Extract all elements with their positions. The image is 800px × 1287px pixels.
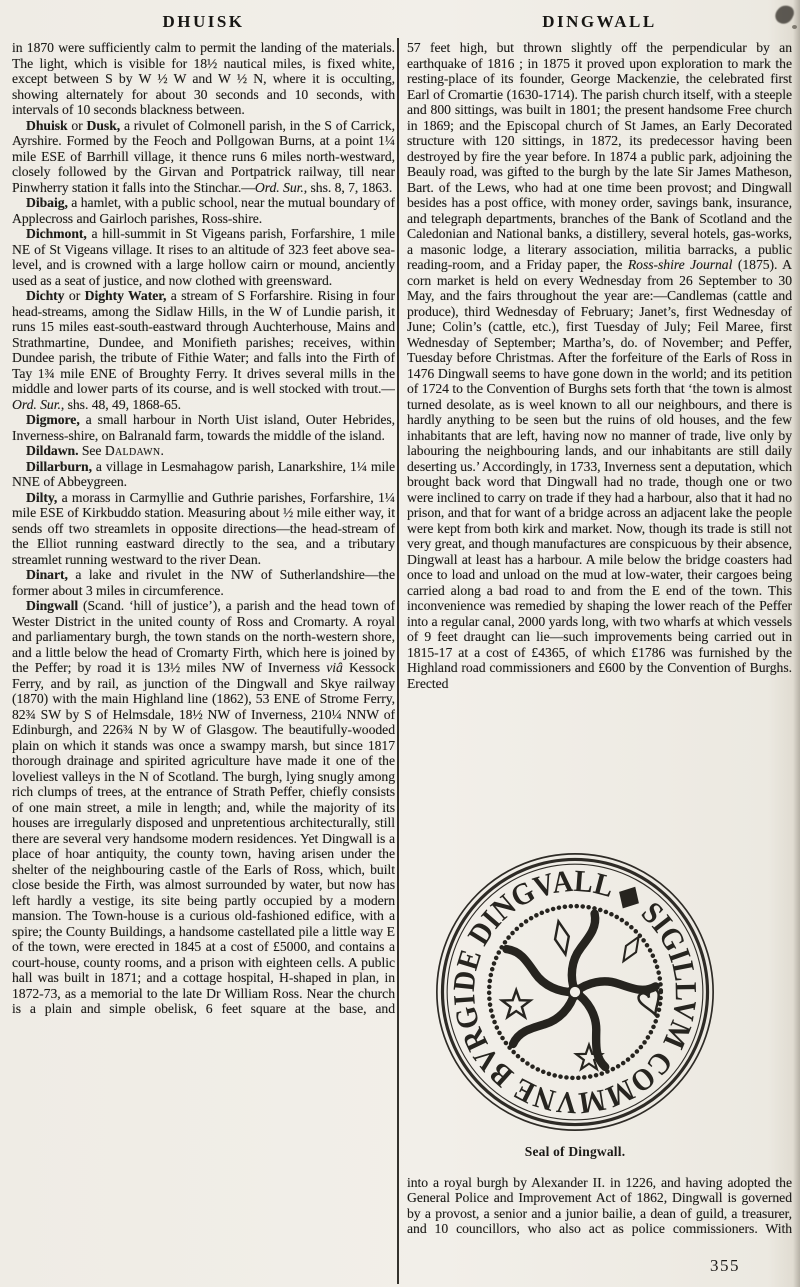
body-text: a rivulet of Colmonell parish, in the S of Carrick, Ayrshire. Formed by the Feoch and Pollgowan Burns, at a point 1¼ mile ESE of Barrhill village, it thence runs 6 miles north-westward, closely followed by the Girvan and Portpatrick railway, till near Pinwherry station it falls into the Stinchar.—	[12, 117, 395, 195]
body-text: a lake and rivulet in the NW of Sutherlandshire—the former about 3 miles in circumference.	[12, 567, 395, 598]
body-text: Kessock Ferry, and by rail, as junction of the Dingwall and Skye railway (1870) with the main Highland line (1862), 53 ENE of Strome Ferry, 82¾ SW by S of Helmsdale, 18½ NW of Inverness, 210¼ NNW of Edinburgh, and 226¾ N by W of Glasgow. The beautifully-wooded plain on which it stands was once a swampy marsh, but since 1817 thorough drainage and spirited agriculture have made it one of the loveliest valleys in the N of Scotland. The burgh, lying snugly among rich clumps of trees, at the entrance of Strath Peffer, chiefly consists of one main street, a mile in length; and, while the majority of its houses are irregularly disposed and unpretentious architecturally, still there are several very handsome modern residences. Yet Dingwall is a place of hoar antiquity, the county town, having arisen under the shelter of the neighbouring castle of the Earls of Ross, which, built close beside the Firth, was almost surrounded by water, but now has left hardly a vestige, its site being partly occupied by a modern mansion. The Town-house is a curious old-fashioned edifice, with a spire; the County Buildings, a handsome castellated pile a little way E of the town, were erected in 1845 at a cost of £5000, and contains a court-house, county rooms, and a prison with eighteen cells. A public hall was built in 1871; and a cottage hospital, H-shaped in plan, in 1872-73, as a memorial to the late Dr William Ross. Near the church is a plain and simple obelisk, 6 feet square at the base, and	[12, 660, 395, 1016]
seal-legend: DE DINGVALL ◆ SIGILLVM COMMVNE BVRGI	[446, 863, 703, 1121]
body-text: (Scand. ‘hill of justice’), a parish and the head town of Wester District in the united county of Ross and Cromarty. A royal and parliamentary burgh, the town stands on the north-western shore, and a little below the head of Cromarty Firth, which here is joined by the Peffer; by road it is 13½ miles NW of Inverness	[12, 598, 395, 675]
entry-name: Dhuisk	[26, 117, 68, 133]
body-text: , shs. 8, 7, 1863.	[303, 179, 393, 195]
entry-name: Dibaig,	[26, 195, 68, 210]
entry-paragraph	[12, 459, 395, 490]
entry-paragraph	[12, 118, 395, 196]
entry-paragraph	[12, 490, 395, 568]
smallcaps-reference: Daldawn	[104, 443, 161, 458]
body-text: a morass in Carmyllie and Guthrie parishes, Forfarshire, 1¼ mile ESE of Kirkbuddo station. Measuring about ½ mile either way, it sends off two streamlets in opposite directions—the head-stream of the Elliot running eastward directly to the sea, and a tributary streamlet running westward to the river Dean.	[12, 489, 395, 567]
entry-paragraph	[407, 1175, 792, 1237]
seal-of-dingwall-figure	[429, 852, 721, 1160]
entry-paragraph	[12, 288, 395, 412]
body-text: , shs. 48, 49, 1868-65.	[60, 396, 181, 412]
seal-caption: Seal of Dingwall.	[524, 1144, 626, 1159]
star-icon	[502, 990, 530, 1017]
body-text: a village in Lesmahagow parish, Lanarkshire, 1¼ mile NNE of Abbeygreen.	[12, 458, 395, 489]
entry-paragraph	[12, 226, 395, 288]
left-column-header: DHUISK	[162, 12, 245, 31]
entry-name: Dichmont,	[26, 226, 87, 241]
body-text: See	[78, 443, 105, 458]
page-edge-shadow	[793, 0, 800, 1287]
italic-text: Ord. Sur.	[12, 396, 61, 412]
body-text: or	[64, 288, 85, 303]
body-text: into a royal burgh by Alexander II. in 1226, and having adopted the General Police and Improvement Act of 1862, Dingwall is governed by a provost, a senior and a junior bailie, a dean of guild, a treasurer, and 10 councillors, who also act as police commissioners. With	[407, 1174, 792, 1236]
right-column-header: DINGWALL	[542, 12, 657, 31]
entry-name: Dilty,	[26, 489, 58, 505]
seal-engraving	[435, 852, 715, 1132]
column-divider-rule	[397, 38, 399, 1284]
entry-name: Dildawn.	[26, 443, 79, 458]
body-text: a stream of S Forfarshire. Rising in four head-streams, among the Sidlaw Hills, in the W of Lundie parish, it runs 15 miles east-south-eastward through Auchterhouse, Mains and Strathmartine, Dundee, and Monifieth parishes; receives, within Dundee parish, the tribute of Fithie Water; and falls into the Firth of Tay 1¾ mile ENE of Broughty Ferry. It drives several mills in the middle and lower parts of its course, and is well stocked with trout.—	[12, 288, 395, 396]
entry-paragraph	[12, 598, 395, 1017]
entry-paragraph	[12, 412, 395, 443]
right-column-text-top	[407, 40, 792, 846]
right-column-text-bottom	[407, 1175, 792, 1237]
body-text: .	[160, 443, 164, 458]
body-text: in 1870 were sufficiently calm to permit the landing of the materials. The light, which is visible for 18½ nautical miles, is fixed white, except between S by W ½ W and W ½ N, where it is occulting, showing alternately for about 30 seconds and 10 seconds, with intervals of 10 seconds blackness between.	[12, 40, 395, 117]
body-text: a small harbour in North Uist island, Outer Hebrides, Inverness-shire, on Balranald farm, towards the middle of the island.	[12, 412, 395, 443]
italic-text: viâ	[326, 660, 343, 675]
body-text: (1875). A corn market is held on every Wednesday from 26 September to 30 May, and the fairs throughout the year are:—Candlemas (cattle and produce), third Wednesday of February; Janet’s, first Wednesday of June; Colin’s (cattle, etc.), first Tuesday of July; Feil Maree, first Wednesday of September; Martha’s, do. of November; and Peffer, Tuesday before Christmas. After the forfeiture of the Earls of Ross in 1476 Dingwall seems to have gone down in the world; and its petition of 1724 to the Convention of Burghs sets forth that ‘the town is almost turned desolate, as is weel known to all our neighbours, and there is hardly anything to be seen but the ruins of old houses, and the few inhabitants that are left, having now no manner of trade, live only by labouring the neighbouring lands, and our inhabitants are still daily deserting us.’ Accordingly, in 1733, Inverness sent a deputation, which brought back word that Dingwall had no trade, though one or two were inclined to carry on trade if they had a harbour, also that it had no prison, and that for want of a bridge across an adjacent lake the people were kept from both kirk and market. Now, though its trade is still not very great, and though manufactures are conspicuous by their absence, Dingwall at least has a harbour. A mile below the bridge coasters had once to load and unload on the mud at low-water, their cargoes being carried along a bad road to and from the E end of the town. This inconvenience was remedied by shaping the lower reach of the Peffer into a regular canal, 2000 yards long, with two wharfs at which vessels of 9 feet draught can lie—such improvements being carried out in 1815-17 at a cost of £4365, of which £1786 was furnished by the Highland road commissioners and £600 by the Convention of Burghs. Erected	[407, 257, 792, 691]
body-text: a hamlet, with a public school, near the mutual boundary of Applecross and Gairloch parishes, Ross-shire.	[12, 195, 395, 226]
entry-paragraph	[12, 195, 395, 226]
body-text: a hill-summit in St Vigeans parish, Forfarshire, 1 mile NE of St Vigeans village. It rises to an altitude of 323 feet above sea-level, and is crowned with a large hollow cairn or mound, anciently used as a seat of justice, and now clothed with greensward.	[12, 226, 395, 288]
entry-name: Digmore,	[26, 412, 80, 427]
right-column	[407, 40, 792, 1285]
entry-name: Dinart,	[26, 567, 68, 582]
left-column	[12, 40, 395, 1285]
entry-paragraph	[407, 40, 792, 691]
entry-name: Dillarburn,	[26, 458, 92, 474]
entry-paragraph	[12, 443, 395, 459]
body-text: or	[67, 117, 87, 133]
entry-name: Dingwall	[26, 598, 79, 613]
entry-paragraph	[12, 567, 395, 598]
italic-text: Ross-shire Journal	[627, 257, 733, 272]
seal-center-hub	[568, 985, 581, 998]
body-text: 57 feet high, but thrown slightly off the perpendicular by an earthquake of 1816 ; in 1875 it proved upon exploration to mark the resting-place of its founder, George Mackenzie, the celebrated first Earl of Cromartie (1630-1714). The parish church itself, with a steeple and 800 sittings, was built in 1801; the present handsome Free church in 1869; and the Episcopal church of St James, an Early Decorated structure with 120 sittings, in 1872, its predecessor having been destroyed by fire the year before. In 1874 a public park, adjoining the Beauly road, was gifted to the burgh by the late Sir James Matheson, Bart. of the Lews, who had at one time been provost; and Dingwall besides has a post office, with money order, savings bank, insurance, and telegraph departments, branches of the Bank of Scotland and the Caledonian and National banks, a distillery, several hotels, gas-works, a masonic lodge, a literary association, militia barracks, a public reading-room, and a Friday paper, the	[407, 40, 792, 272]
diamond-icon	[552, 920, 573, 956]
italic-text: Ord. Sur.	[254, 179, 304, 195]
entry-name: Dighty Water,	[84, 288, 167, 303]
entry-name: Dusk,	[86, 117, 121, 133]
entry-name: Dichty	[26, 288, 65, 303]
page-number: 355	[710, 1256, 740, 1275]
entry-paragraph	[12, 40, 395, 118]
